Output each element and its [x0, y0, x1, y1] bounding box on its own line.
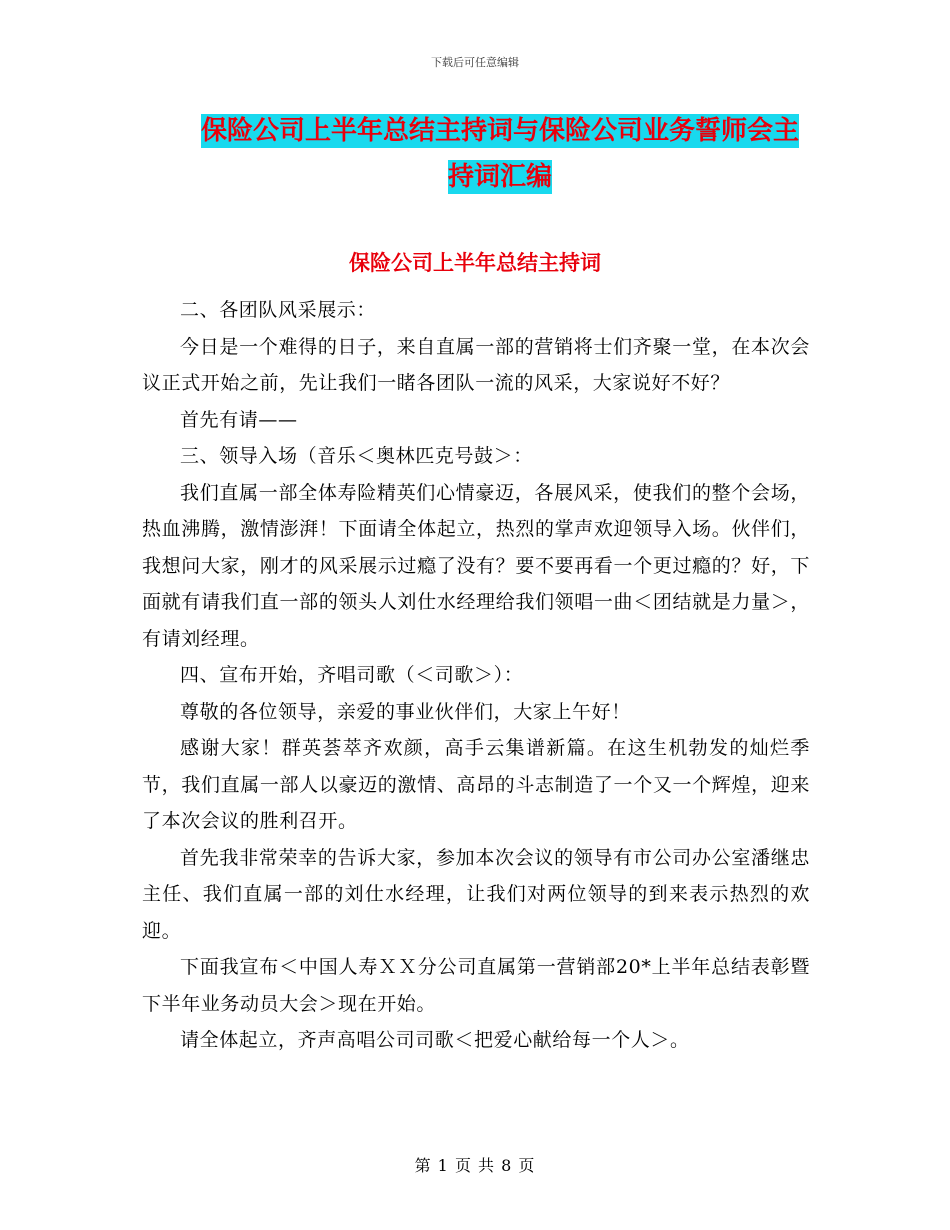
document-title-line-1: 保险公司上半年总结主持词与保险公司业务誓师会主 — [200, 116, 799, 146]
page-number-footer: 第 1 页 共 8 页 — [414, 1156, 536, 1175]
paragraph: 请全体起立，齐声高唱公司司歌＜把爱心献给每一个人＞。 — [180, 1029, 690, 1051]
paragraph: 今日是一个难得的日子，来自直属一部的营销将士们齐聚一堂，在本次会议正式开始之前，先让我们一睹各团队一流的风采，大家说好不好？ — [142, 335, 810, 394]
document-body — [142, 292, 810, 1059]
paragraph: 我们直属一部全体寿险精英们心情豪迈，各展风采，使我们的整个会场，热血沸腾，激情澎湃！下面请全体起立，热烈的掌声欢迎领导入场。伙伴们，我想问大家，刚才的风采展示过瘾了没有？要不要再看一个更过瘾的？好，下面就有请我们直一部的领头人刘仕水经理给我们领唱一曲＜团结就是力量＞，有请刘经理。 — [142, 481, 810, 650]
paragraph: 四、宣布开始，齐唱司歌（＜司歌＞）： — [180, 664, 524, 686]
paragraph: 尊敬的各位领导，亲爱的事业伙伴们，大家上午好！ — [180, 700, 631, 723]
paragraph: 下面我宣布＜中国人寿ＸＸ分公司直属第一营销部20*上半年总结表彰暨下半年业务动员大会＞现在开始。 — [142, 956, 810, 1015]
document-title — [140, 108, 860, 200]
section-title: 保险公司上半年总结主持词 — [349, 251, 601, 275]
paragraph: 首先有请—— — [180, 408, 298, 431]
paragraph: 三、领导入场（音乐＜奥林匹克号鼓＞： — [180, 445, 533, 467]
page-header-note: 下载后可任意编辑 — [431, 56, 519, 69]
paragraph: 首先我非常荣幸的告诉大家，参加本次会议的领导有市公司办公室潘继忠主任、我们直属一部的刘仕水经理，让我们对两位领导的到来表示热烈的欢迎。 — [142, 846, 810, 942]
paragraph: 感谢大家！群英荟萃齐欢颜，高手云集谱新篇。在这生机勃发的灿烂季节，我们直属一部人以豪迈的激情、高昂的斗志制造了一个又一个辉煌，迎来了本次会议的胜利召开。 — [142, 737, 810, 832]
document-title-line-2: 持词汇编 — [447, 162, 552, 192]
paragraph: 二、各团队风采展示： — [180, 299, 377, 321]
